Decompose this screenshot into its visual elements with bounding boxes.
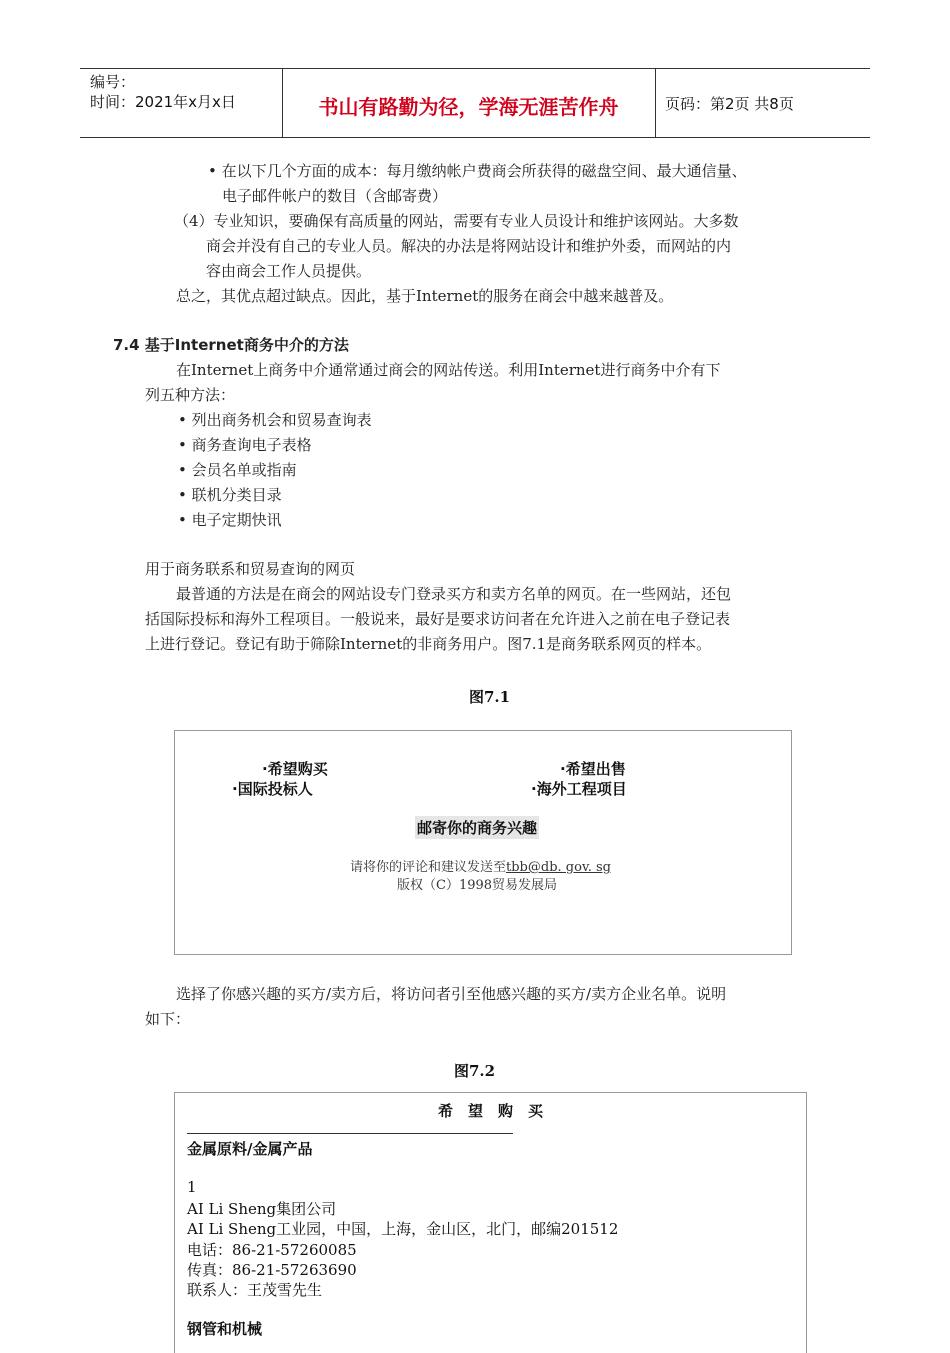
overseas-projects-link[interactable]: ·海外工程项目 <box>531 780 627 798</box>
item4-line-2: 商会并没有自己的专业人员。解决的办法是将网站设计和维护外委，而网站的内 <box>206 237 732 255</box>
feedback-line <box>350 856 611 875</box>
motto: 书山有路勤为径，学海无涯苦作舟 <box>318 95 619 119</box>
category-heading: 金属原料/金属产品 <box>187 1140 313 1158</box>
figure-1-box <box>174 730 792 955</box>
intro-line-2: 列五种方法： <box>145 386 236 404</box>
title-divider <box>187 1133 513 1134</box>
company-contact: 联系人：王茂雪先生 <box>187 1281 323 1299</box>
para-line-1: 最普通的方法是在商会的网站设专门登录买方和卖方名单的网页。在一些网站，还包 <box>176 585 732 603</box>
para-line-3: 上进行登记。登记有助于筛除Internet的非商务用户。图7.1是商务联系网页的样本。 <box>145 635 712 653</box>
want-buy-link[interactable]: ·希望购买 <box>262 760 328 778</box>
intro-line-1: 在Internet上商务中介通常通过商会的网站传送。利用Internet进行商务中介有下 <box>176 361 721 379</box>
entry-number: 1 <box>187 1178 197 1196</box>
figure-1-title: 图7.1 <box>469 688 511 706</box>
after-line-1: 选择了你感兴趣的买方/卖方后，将访问者引至他感兴趣的买方/卖方企业名单。说明 <box>176 985 727 1003</box>
item4-line-3: 容由商会工作人员提供。 <box>206 262 372 280</box>
want-sell-link[interactable]: ·希望出售 <box>560 760 626 778</box>
company-address: AI Li Sheng工业园，中国，上海，金山区，北门，邮编201512 <box>187 1220 619 1238</box>
copyright-line: 版权（C）1998贸易发展局 <box>397 878 558 893</box>
para-line-2: 括国际投标和海外工程项目。一般说来，最好是要求访问者在允许进入之前在电子登记表 <box>145 610 731 628</box>
feedback-email-link[interactable]: tbb@db. gov. sg <box>506 860 611 875</box>
method-item: • 电子定期快讯 <box>178 511 282 529</box>
company-fax: 传真：86-21-57263690 <box>187 1261 357 1279</box>
section-heading: 7.4 基于Internet商务中介的方法 <box>113 336 349 354</box>
company-name: AI Li Sheng集团公司 <box>187 1200 337 1218</box>
after-line-2: 如下： <box>145 1010 191 1028</box>
item4-line-1: （4）专业知识，要确保有高质量的网站，需要有专业人员设计和维护该网站。大多数 <box>174 212 739 230</box>
figure-2-title: 图7.2 <box>454 1062 496 1080</box>
intl-bid-link[interactable]: ·国际投标人 <box>232 780 313 798</box>
figure-2-box <box>174 1092 807 1353</box>
company-phone: 电话：86-21-57260085 <box>187 1241 357 1259</box>
mail-interest-button[interactable]: 邮寄你的商务兴趣 <box>415 816 539 839</box>
feedback-prefix: 请将你的评论和建议发送至 <box>350 860 507 875</box>
page-header <box>80 68 870 138</box>
method-item: • 列出商务机会和贸易查询表 <box>178 411 372 429</box>
number-label: 编号： <box>90 73 136 91</box>
category-heading-2: 钢管和机械 <box>187 1320 263 1338</box>
subheading: 用于商务联系和贸易查询的网页 <box>145 560 356 578</box>
header-motto-cell <box>282 69 656 137</box>
header-left-cell <box>80 69 283 137</box>
bullet-cost-line-2: 电子邮件帐户的数目（含邮寄费） <box>222 187 448 205</box>
page-info: 页码：第2页 共8页 <box>665 95 794 113</box>
summary-line: 总之，其优点超过缺点。因此，基于Internet的服务在商会中越来越普及。 <box>176 287 674 305</box>
header-page-cell <box>655 69 870 137</box>
bullet-cost-line-1: • 在以下几个方面的成本：每月缴纳帐户费商会所获得的磁盘空间、最大通信量、 <box>208 162 747 180</box>
want-buy-title: 希 望 购 买 <box>437 1102 543 1120</box>
method-item: • 会员名单或指南 <box>178 461 297 479</box>
method-item: • 商务查询电子表格 <box>178 436 312 454</box>
time-label: 时间：2021年x月x日 <box>90 93 236 111</box>
method-item: • 联机分类目录 <box>178 486 282 504</box>
